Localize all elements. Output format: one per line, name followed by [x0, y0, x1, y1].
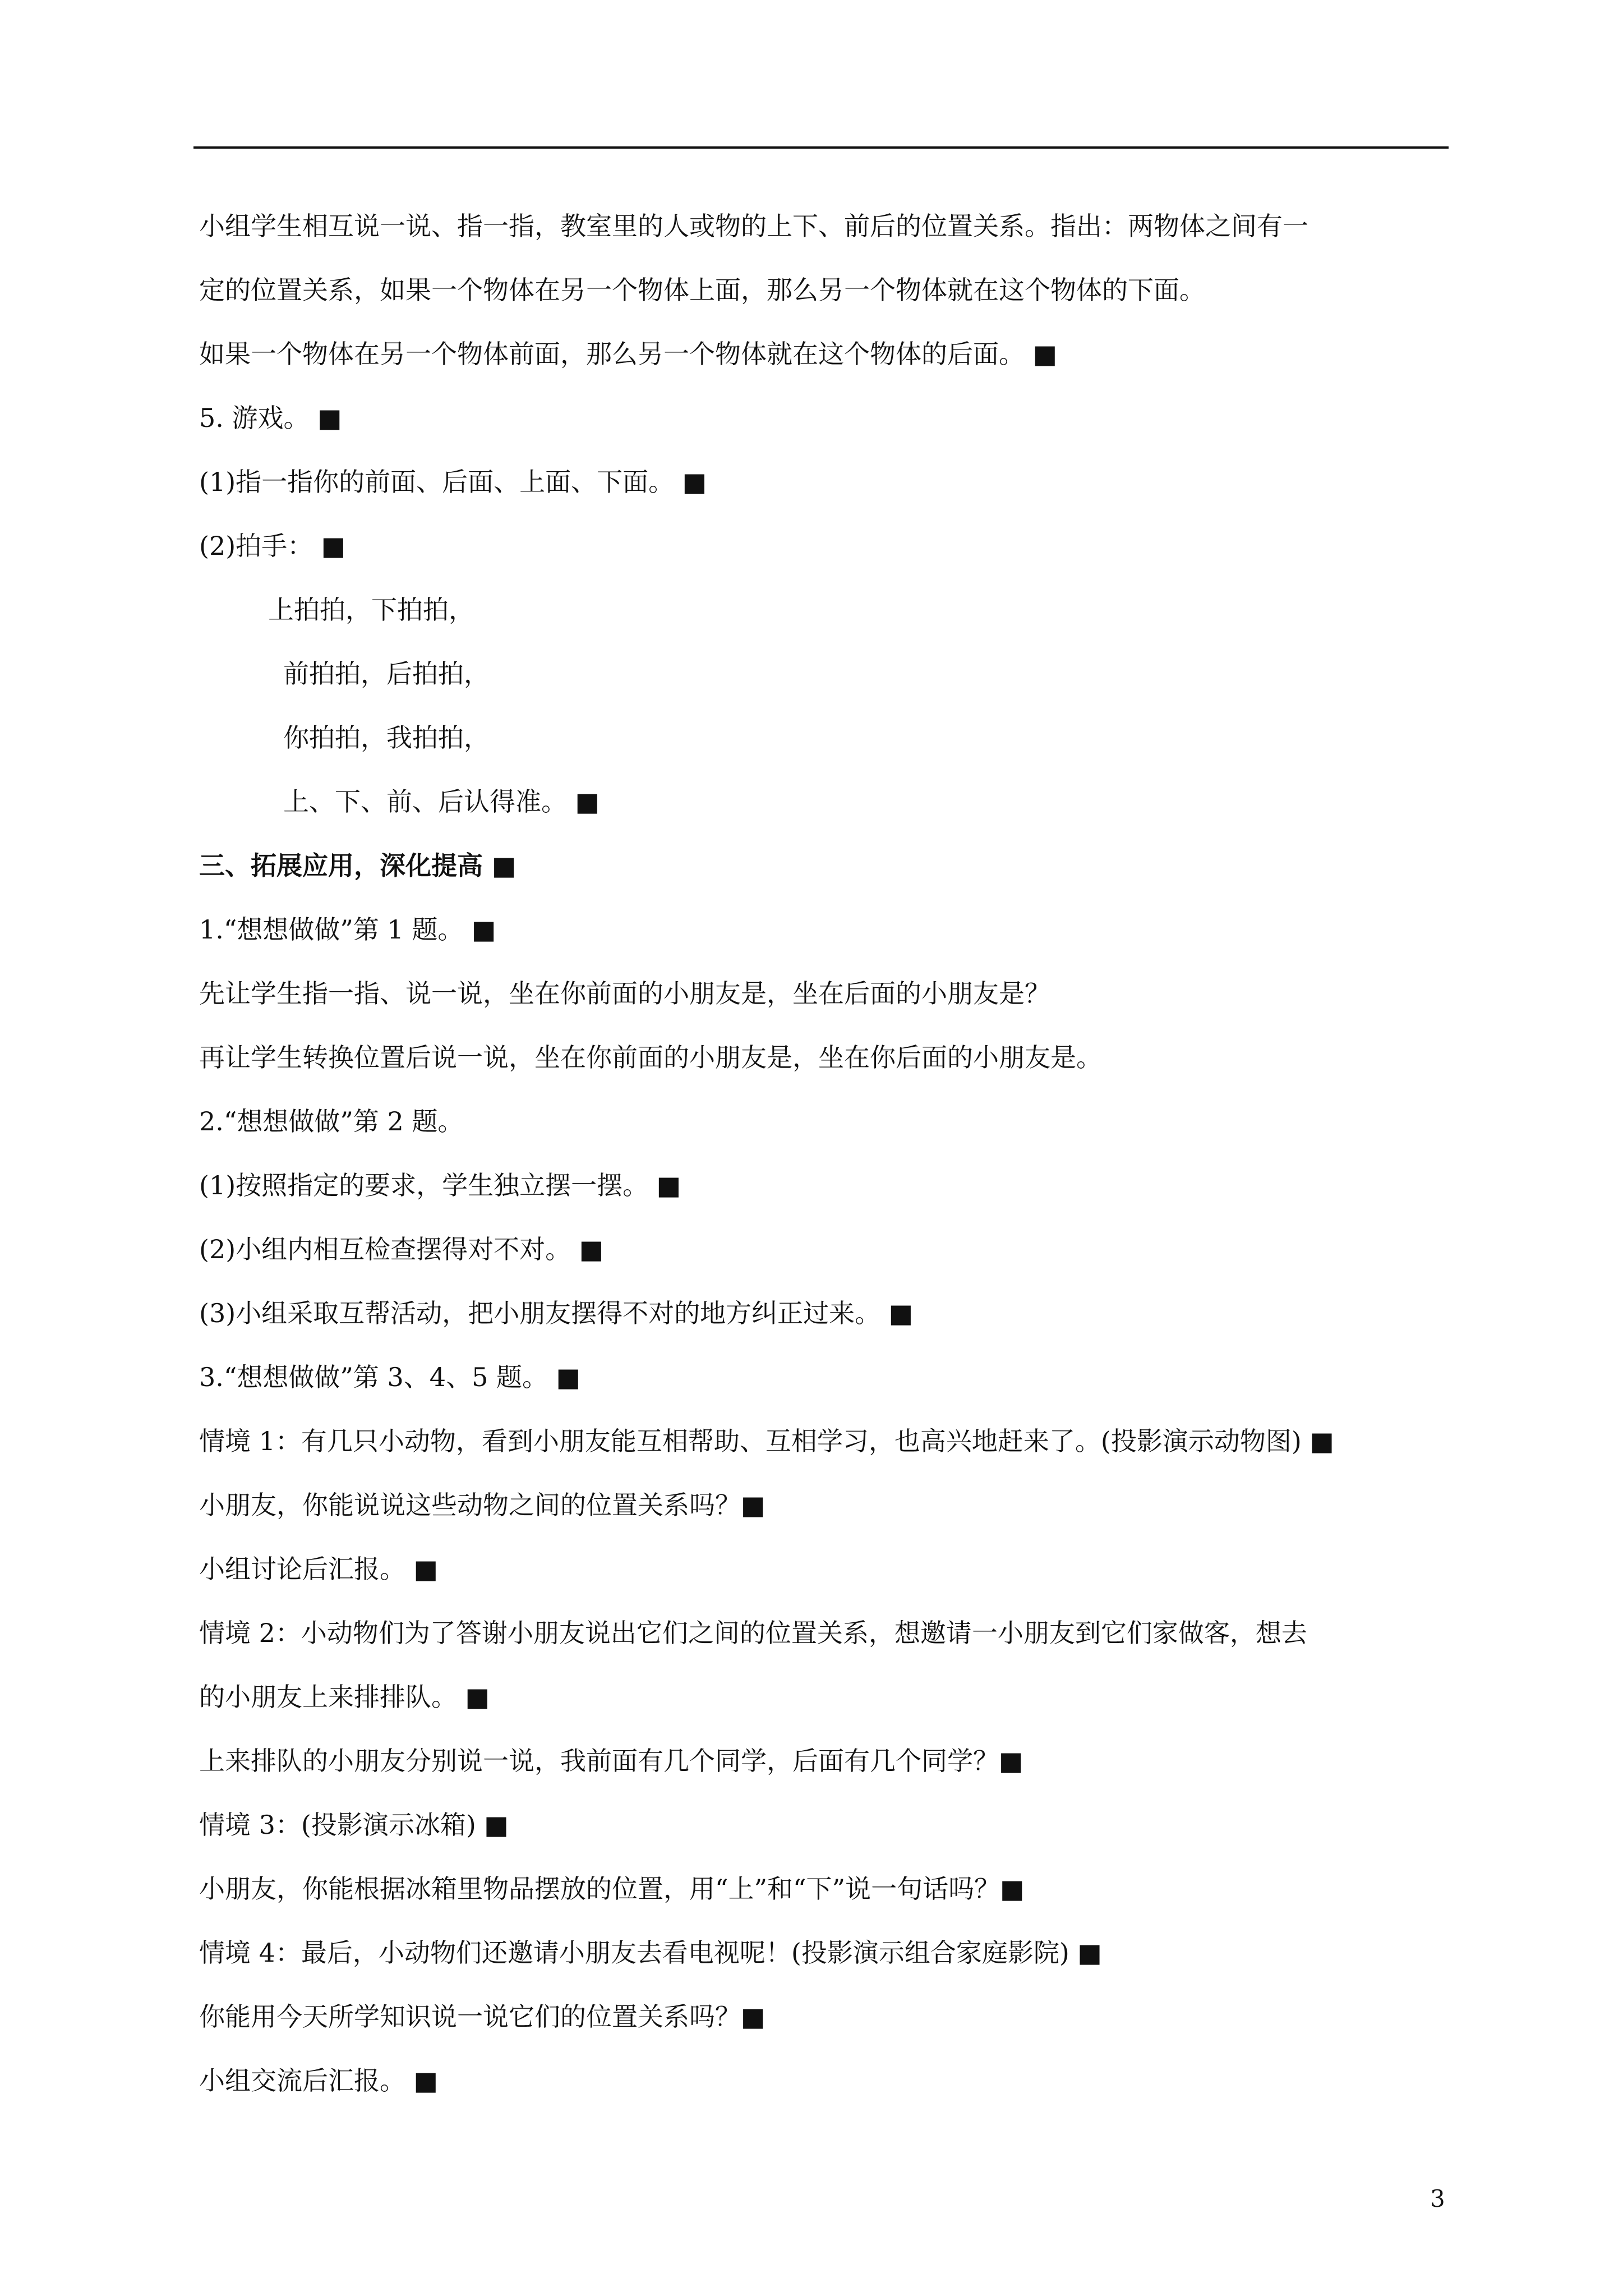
paragraph-line: 的小朋友上来排排队。 ■ [199, 1682, 490, 1712]
header-rule [193, 146, 1449, 149]
page-number: 3 [1430, 2185, 1445, 2212]
paragraph-line: 小组学生相互说一说、指一指，教室里的人或物的上下、前后的位置关系。指出：两物体之间有一 [199, 211, 1308, 241]
paragraph-line: 小组交流后汇报。 ■ [199, 2065, 439, 2096]
paragraph-line: 情境 4：最后，小动物们还邀请小朋友去看电视呢！(投影演示组合家庭影院) ■ [199, 1938, 1102, 1968]
paragraph-line: 小朋友，你能根据冰箱里物品摆放的位置，用“上”和“下”说一句话吗？■ [199, 1874, 1025, 1904]
paragraph-line: 定的位置关系，如果一个物体在另一个物体上面，那么另一个物体就在这个物体的下面。 [199, 275, 1205, 305]
rhyme-line: 前拍拍，后拍拍， [283, 659, 490, 689]
rhyme-line: 你拍拍，我拍拍， [283, 723, 490, 753]
paragraph-line: 小组讨论后汇报。 ■ [199, 1554, 439, 1584]
paragraph-line: (1)指一指你的前面、后面、上面、下面。 ■ [199, 467, 707, 497]
paragraph-line: 小朋友，你能说说这些动物之间的位置关系吗？■ [199, 1490, 766, 1520]
paragraph-line: (1)按照指定的要求，学生独立摆一摆。 ■ [199, 1170, 681, 1200]
paragraph-line: 你能用今天所学知识说一说它们的位置关系吗？■ [199, 2001, 766, 2032]
page-body [199, 210, 1444, 2129]
paragraph-line: (2)小组内相互检查摆得对不对。 ■ [199, 1234, 604, 1264]
item-heading: 1.“想想做做”第 1 题。 ■ [199, 914, 496, 945]
paragraph-line: 如果一个物体在另一个物体前面，那么另一个物体就在这个物体的后面。 ■ [199, 339, 1058, 369]
paragraph-line: 再让学生转换位置后说一说，坐在你前面的小朋友是，坐在你后面的小朋友是。 [199, 1042, 1102, 1073]
section-heading: 三、拓展应用，深化提高 ■ [199, 850, 517, 881]
paragraph-line: 先让学生指一指、说一说，坐在你前面的小朋友是，坐在后面的小朋友是？ [199, 978, 1050, 1009]
item-heading: 2.“想想做做”第 2 题。 [199, 1106, 464, 1137]
paragraph-line: (2)拍手： ■ [199, 531, 346, 561]
paragraph-line: 情境 2：小动物们为了答谢小朋友说出它们之间的位置关系，想邀请一小朋友到它们家做客，想去 [199, 1618, 1307, 1648]
paragraph-line: (3)小组采取互帮活动，把小朋友摆得不对的地方纠正过来。 ■ [199, 1298, 914, 1328]
item-heading: 3.“想想做做”第 3、4、5 题。 ■ [199, 1362, 581, 1392]
paragraph-line: 情境 1：有几只小动物，看到小朋友能互相帮助、互相学习，也高兴地赶来了。(投影演示动物图) ■ [199, 1426, 1334, 1456]
rhyme-line: 上、下、前、后认得准。 ■ [283, 786, 600, 817]
item-heading: 5. 游戏。 ■ [199, 403, 342, 433]
rhyme-line: 上拍拍，下拍拍， [268, 595, 474, 625]
paragraph-line: 上来排队的小朋友分别说一说，我前面有几个同学，后面有几个同学？■ [199, 1746, 1023, 1776]
paragraph-line: 情境 3：(投影演示冰箱) ■ [199, 1810, 509, 1840]
